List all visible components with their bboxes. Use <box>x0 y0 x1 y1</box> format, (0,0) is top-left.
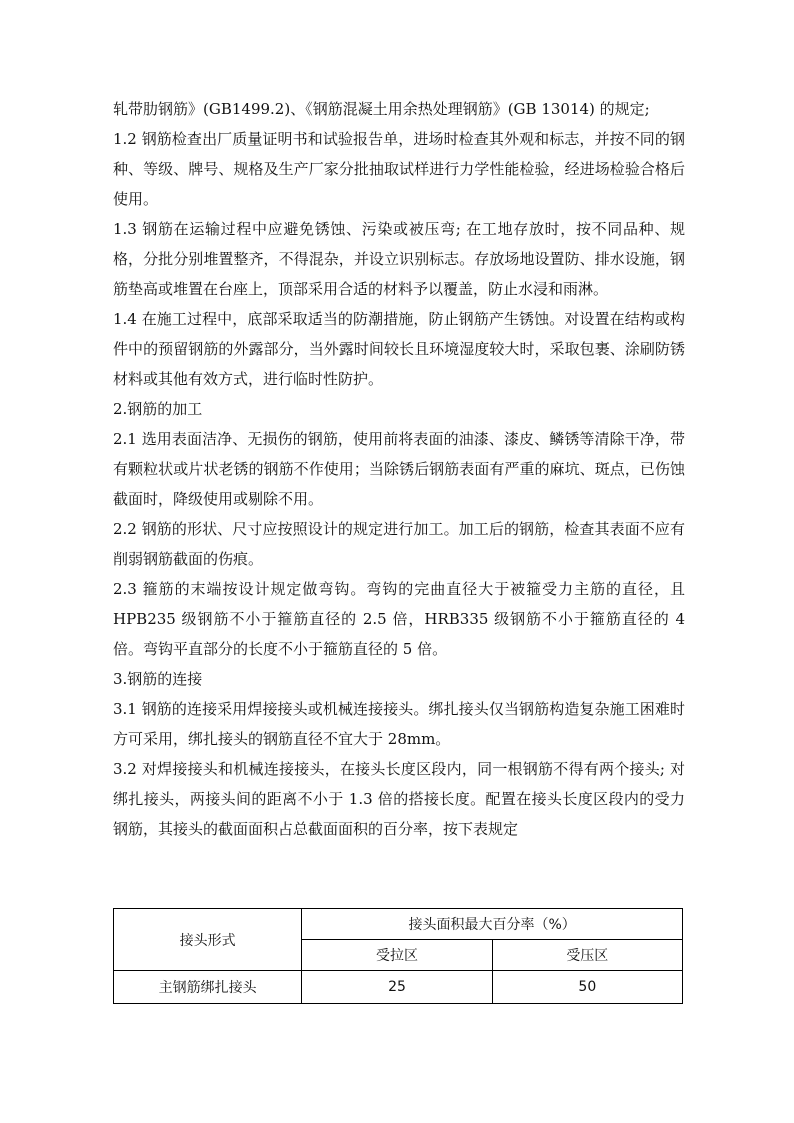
document-body <box>113 94 685 844</box>
paragraph-3-2: 3.2 对焊接接头和机械连接接头，在接头长度区段内，同一根钢筋不得有两个接头; 对绑扎接头，两接头间的距离不小于 1.3 倍的搭接长度。配置在接头长度区段内的受力钢筋，其接头的截面面积占总截面面积的百分率，按下表规定 <box>113 760 685 838</box>
table-header-row <box>114 909 683 940</box>
table-cell-joint-type: 主钢筋绑扎接头 <box>114 971 302 1004</box>
table-row <box>114 971 683 1004</box>
paragraph-3-1: 3.1 钢筋的连接采用焊接接头或机械连接接头。绑扎接头仅当钢筋构造复杂施工困难时方可采用，绑扎接头的钢筋直径不宜大于 28mm。 <box>113 700 685 748</box>
paragraph-2-3: 2.3 箍筋的末端按设计规定做弯钩。弯钩的完曲直径大于被箍受力主筋的直径，且 HPB235 级钢筋不小于箍筋直径的 2.5 倍，HRB335 级钢筋不小于箍筋直径的 4 倍。弯钩平直部分的长度不小于箍筋直径的 5 倍。 <box>113 580 685 658</box>
table-header-joint-type: 接头形式 <box>114 909 302 971</box>
joint-percentage-table <box>113 908 683 1004</box>
paragraph-1-3: 1.3 钢筋在运输过程中应避免锈蚀、污染或被压弯; 在工地存放时，按不同品种、规格，分批分别堆置整齐，不得混杂，并设立识别标志。存放场地设置防、排水设施，钢筋垫高或堆置在台座上，顶部采用合适的材料予以覆盖，防止水浸和雨淋。 <box>113 220 685 298</box>
table-cell-tension: 25 <box>302 971 492 1004</box>
paragraph-2-1: 2.1 选用表面洁净、无损伤的钢筋，使用前将表面的油漆、漆皮、鳞锈等清除干净，带有颗粒状或片状老锈的钢筋不作使用；当除锈后钢筋表面有严重的麻坑、斑点，已伤蚀截面时，降级使用或剔除不用。 <box>113 430 685 508</box>
table-header-tension-zone: 受拉区 <box>302 940 492 971</box>
table-header-compression-zone: 受压区 <box>492 940 682 971</box>
paragraph-1-4: 1.4 在施工过程中，底部采取适当的防潮措施，防止钢筋产生锈蚀。对设置在结构或构件中的预留钢筋的外露部分，当外露时间较长且环境湿度较大时，采取包裹、涂刷防锈材料或其他有效方式，进行临时性防护。 <box>113 310 685 388</box>
paragraph-2-2: 2.2 钢筋的形状、尺寸应按照设计的规定进行加工。加工后的钢筋，检查其表面不应有削弱钢筋截面的伤痕。 <box>113 520 685 568</box>
section-heading-processing: 2.钢筋的加工 <box>113 400 203 418</box>
paragraph-standards: 轧带肋钢筋》(GB1499.2)、《钢筋混凝土用余热处理钢筋》(GB 13014) 的规定; <box>113 100 650 118</box>
table-cell-compression: 50 <box>492 971 682 1004</box>
paragraph-1-2: 1.2 钢筋检查出厂质量证明书和试验报告单，进场时检查其外观和标志，并按不同的钢种、等级、牌号、规格及生产厂家分批抽取试样进行力学性能检验，经进场检验合格后使用。 <box>113 130 685 208</box>
table-header-max-percentage: 接头面积最大百分率（%） <box>302 909 683 940</box>
section-heading-connection: 3.钢筋的连接 <box>113 670 203 688</box>
